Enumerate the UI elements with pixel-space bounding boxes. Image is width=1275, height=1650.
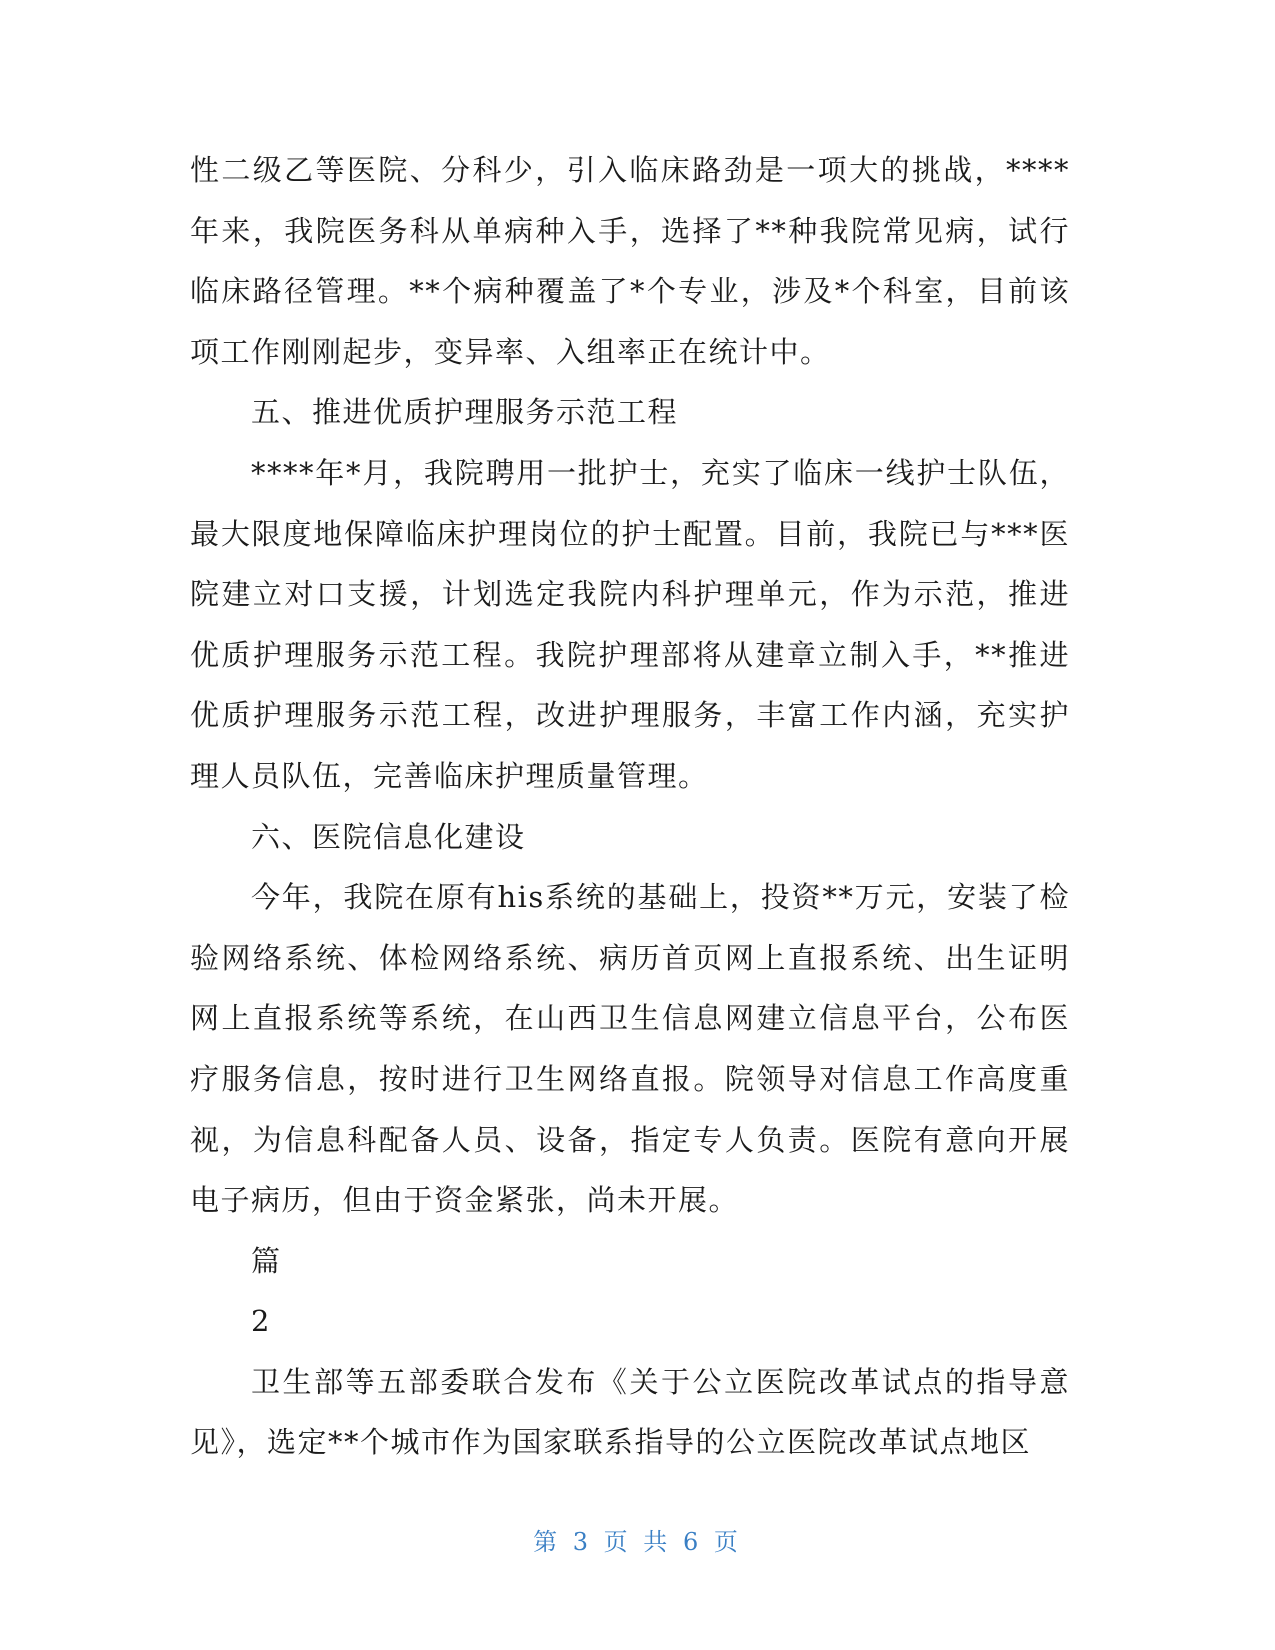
section-heading-nursing: 五、推进优质护理服务示范工程 [251,395,679,430]
section-heading-informatization: 六、医院信息化建设 [251,819,526,854]
paragraph-informatization: 今年，我院在原有his系统的基础上，投资**万元，安装了检验网络系统、体检网络系统、病历首页网上直报系统、出生证明网上直报系统等系统，在山西卫生信息网建立信息平台，公布医疗服务信息，按时进行卫生网络直报。院领导对信息工作高度重视，为信息科配备人员、设备，指定专人负责。医院有意向开展电子病历，但由于资金紧张，尚未开展。 [190,880,1070,1218]
article-label: 篇 [251,1243,282,1278]
document-body [190,140,1070,1473]
page-number-footer: 第 3 页 共 6 页 [533,1528,742,1556]
paragraph-reform-pilot: 卫生部等五部委联合发布《关于公立医院改革试点的指导意见》，选定**个城市作为国家联系指导的公立医院改革试点地区 [190,1364,1070,1460]
paragraph-clinical-pathway: 性二级乙等医院、分科少，引入临床路劲是一项大的挑战，****年来，我院医务科从单病种入手，选择了**种我院常见病，试行临床路径管理。**个病种覆盖了*个专业，涉及*个科室，目前该项工作刚刚起步，变异率、入组率正在统计中。 [190,153,1070,369]
article-number: 2 [251,1304,271,1339]
paragraph-nursing-service: ****年*月，我院聘用一批护士，充实了临床一线护士队伍，最大限度地保障临床护理岗位的护士配置。目前，我院已与***医院建立对口支援，计划选定我院内科护理单元，作为示范，推进优质护理服务示范工程。我院护理部将从建章立制入手，**推进优质护理服务示范工程，改进护理服务，丰富工作内涵，充实护理人员队伍，完善临床护理质量管理。 [190,455,1070,793]
